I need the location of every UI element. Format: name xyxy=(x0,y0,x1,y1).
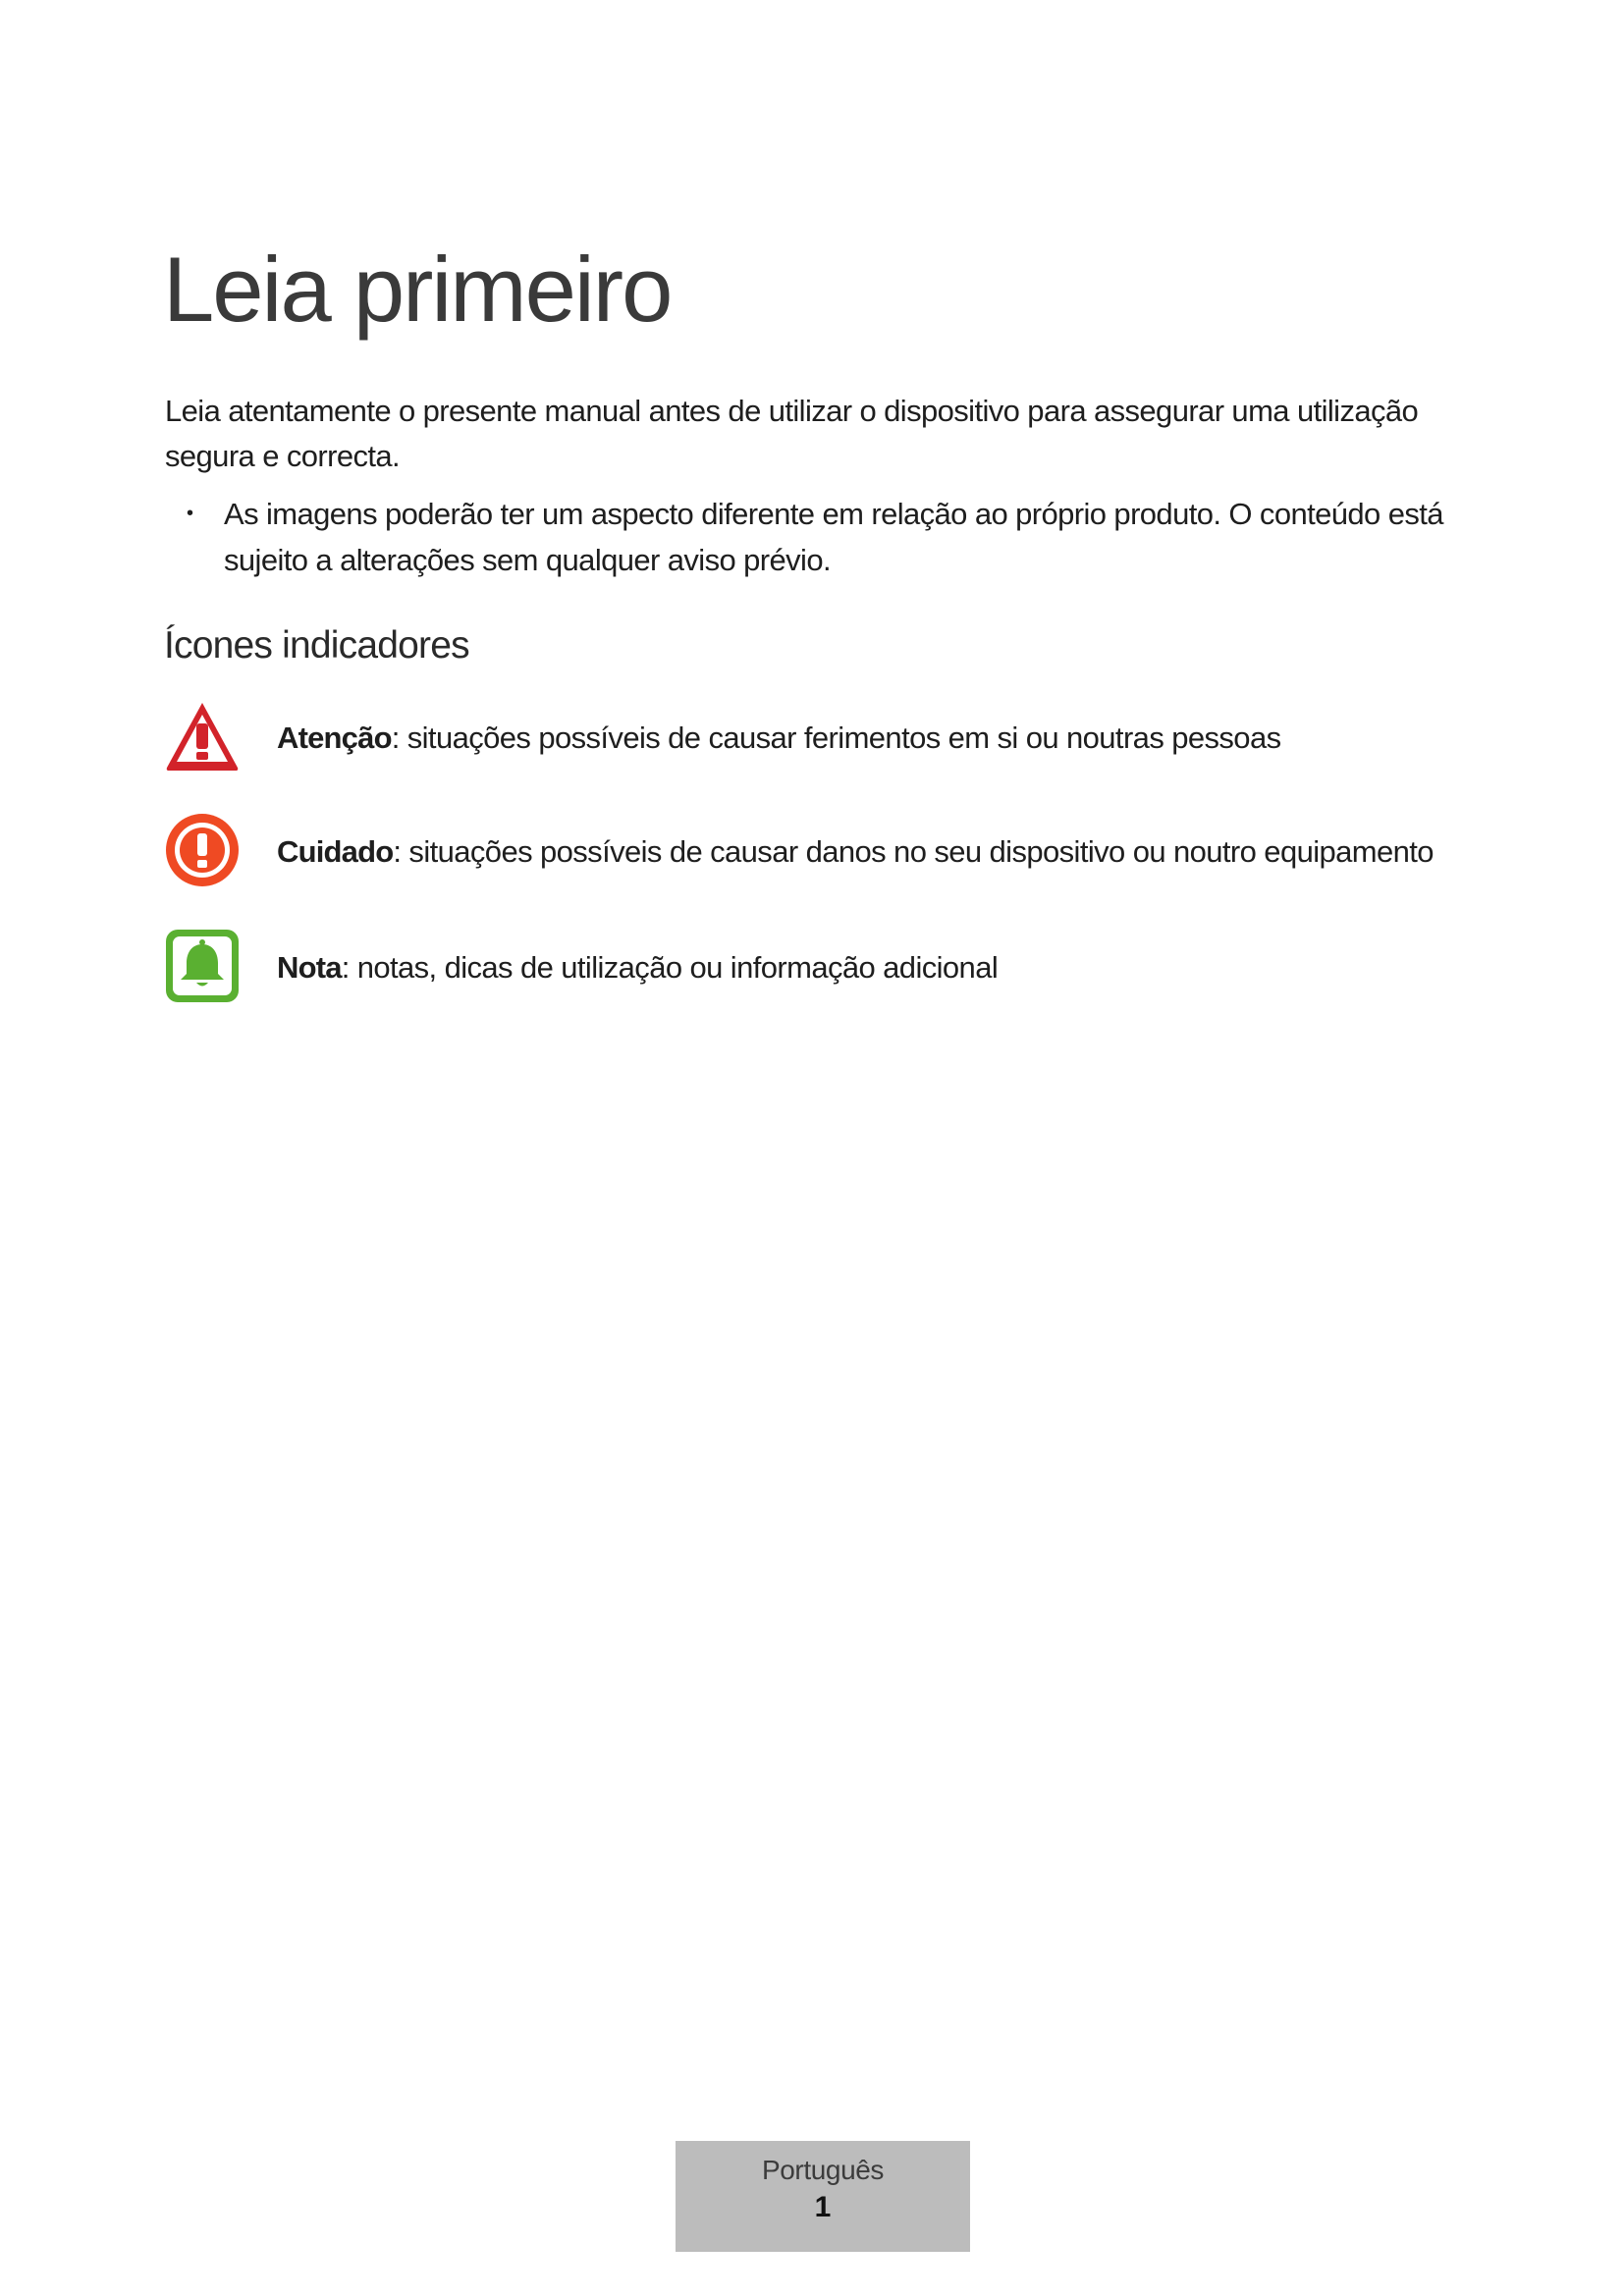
page-title: Leia primeiro xyxy=(163,238,672,341)
bullet-list xyxy=(165,491,1481,583)
indicator-row-note xyxy=(163,927,1538,1005)
indicator-text-caution xyxy=(277,832,1434,872)
warning-triangle-icon xyxy=(163,697,242,775)
caution-circle-icon xyxy=(163,811,242,889)
indicator-description-note: : notas, dicas de utilização ou informação adicional xyxy=(341,950,999,985)
indicator-text-note xyxy=(277,948,998,988)
page-footer xyxy=(676,2141,970,2252)
indicator-row-caution xyxy=(163,811,1538,889)
intro-paragraph: Leia atentamente o presente manual antes de utilizar o dispositivo para assegurar uma utilização segura e correcta. xyxy=(165,394,1419,473)
indicator-description-caution: : situações possíveis de causar danos no seu dispositivo ou noutro equipamento xyxy=(393,834,1434,869)
bullet-item xyxy=(165,491,1481,583)
indicator-row-warning xyxy=(163,697,1538,775)
bullet-text: As imagens poderão ter um aspecto diferente em relação ao próprio produto. O conteúdo está sujeito a alterações sem qualquer aviso prévio. xyxy=(224,497,1443,577)
indicator-description-warning: : situações possíveis de causar ferimentos em si ou noutras pessoas xyxy=(391,721,1281,755)
section-heading-indicators: Ícones indicadores xyxy=(164,624,469,667)
indicator-term-warning: Atenção xyxy=(277,721,392,755)
indicator-text-warning xyxy=(277,719,1281,758)
note-bell-icon xyxy=(163,927,242,1005)
footer-language: Português xyxy=(761,2155,885,2185)
indicator-term-caution: Cuidado xyxy=(277,834,394,869)
bullet-dot: • xyxy=(187,503,193,524)
page-number: 1 xyxy=(814,2191,832,2223)
indicator-term-note: Nota xyxy=(277,950,342,985)
